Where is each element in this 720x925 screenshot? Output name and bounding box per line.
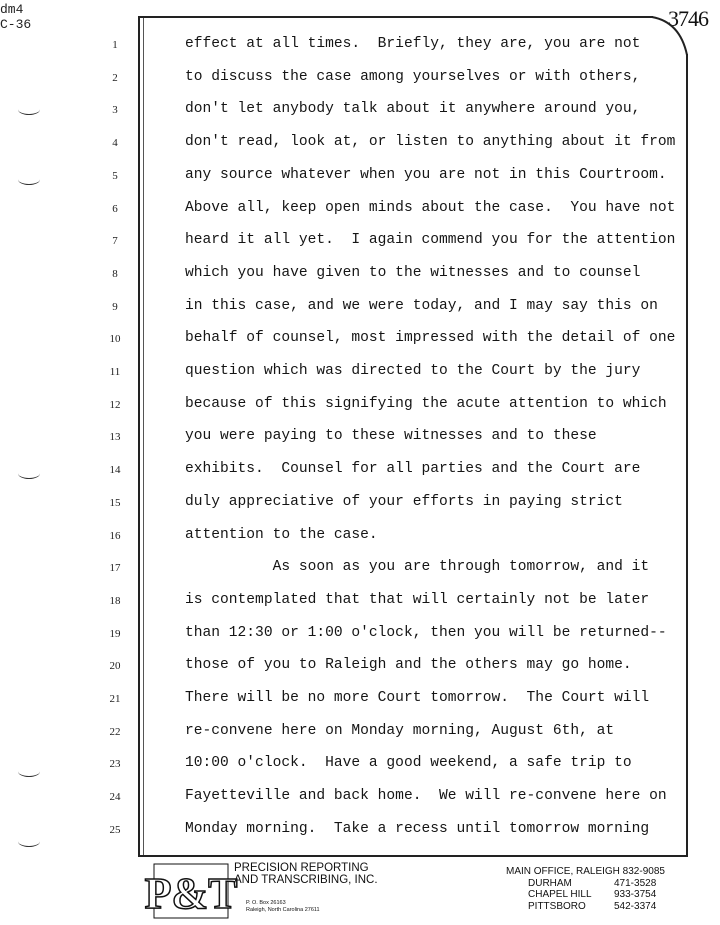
office-phone: 933-3754 (614, 889, 657, 900)
margin-note-line2: C-36 (0, 17, 32, 32)
line-number: 2 (112, 71, 118, 84)
line-number: 1 (112, 39, 118, 51)
transcript-line: in this case, and we were today, and I may say this on (185, 297, 658, 314)
binder-mark (18, 104, 40, 115)
frame-left-inner-border (143, 16, 144, 857)
transcript-line: than 12:30 or 1:00 o'clock, then you will be returned-- (185, 624, 667, 641)
transcript-line: any source whatever when you are not in this Courtroom. (185, 166, 667, 183)
office-phone: 542-3374 (614, 900, 657, 912)
office-phone: 471-3528 (614, 877, 657, 889)
line-number: 4 (112, 137, 118, 150)
line-number: 20 (109, 660, 121, 673)
frame-left-border (138, 16, 140, 857)
line-number: 11 (109, 366, 121, 378)
office-row (506, 878, 665, 890)
po-box: P. O. Box 26163 (246, 900, 286, 906)
company-name (234, 862, 378, 886)
transcript-line: Monday morning. Take a recess until tomorrow morning (185, 820, 650, 837)
line-number: 24 (109, 791, 121, 804)
line-number: 3 (112, 104, 118, 117)
transcript-line: Above all, keep open minds about the case. You have not (185, 199, 676, 216)
line-number: 5 (112, 169, 118, 182)
transcript-line: question which was directed to the Court by the jury (185, 363, 641, 379)
transcript-line: re-convene here on Monday morning, August 6th, at (185, 722, 615, 739)
frame-bottom-border (138, 855, 688, 857)
binder-mark (18, 836, 40, 847)
line-number: 10 (109, 333, 121, 346)
transcript-line: those of you to Raleigh and the others may go home. (185, 657, 632, 674)
company-logo (144, 862, 238, 920)
transcript-line: which you have given to the witnesses and to counsel (185, 264, 641, 281)
binder-mark (18, 766, 40, 777)
company-name-line2: AND TRANSCRIBING, INC. (234, 874, 378, 886)
po-city: Raleigh, North Carolina 27611 (246, 907, 320, 913)
page-number: 3746 (668, 6, 708, 31)
transcript-line: Fayetteville and back home. We will re-convene here on (185, 788, 667, 805)
line-number: 23 (109, 758, 121, 771)
office-list (506, 866, 665, 912)
company-name-line1: PRECISION REPORTING (234, 862, 369, 874)
transcript-line: heard it all yet. I again commend you for the attention (185, 232, 676, 249)
line-number: 21 (109, 693, 121, 705)
line-number: 17 (109, 562, 121, 575)
line-number: 22 (109, 725, 121, 738)
office-city: DURHAM (528, 877, 572, 889)
transcript-line: As soon as you are through tomorrow, and it (185, 559, 650, 576)
company-address (246, 900, 320, 914)
main-office: MAIN OFFICE, RALEIGH 832-9085 (506, 866, 665, 877)
office-row (506, 889, 665, 901)
transcript-line: There will be no more Court tomorrow. The Court will (185, 690, 650, 706)
line-number: 8 (112, 267, 118, 280)
line-number: 14 (109, 464, 121, 477)
frame-top-border (138, 16, 653, 18)
office-row (506, 901, 665, 913)
binder-mark (18, 174, 40, 185)
logo-text: P&T (144, 869, 238, 918)
transcript-line: 10:00 o'clock. Have a good weekend, a safe trip to (185, 755, 632, 772)
frame-right-border (686, 54, 688, 857)
transcript-line: duly appreciative of your efforts in paying strict (185, 493, 623, 510)
line-number: 6 (112, 202, 118, 215)
line-number: 25 (109, 823, 121, 836)
office-city: CHAPEL HILL (528, 889, 592, 900)
margin-note-line1: dm4 (0, 2, 24, 17)
transcript-line: you were paying to these witnesses and to these (185, 428, 597, 445)
transcript-line: is contemplated that that will certainly not be later (185, 591, 650, 608)
line-number: 9 (112, 300, 118, 313)
frame-corner (650, 16, 690, 56)
line-number: 12 (109, 398, 121, 411)
transcript-line: because of this signifying the acute attention to which (185, 395, 667, 412)
transcript-line: don't let anybody talk about it anywhere around you, (185, 101, 641, 118)
line-number: 13 (109, 431, 121, 444)
line-number: 15 (109, 496, 121, 509)
line-number: 7 (112, 235, 118, 248)
transcript-line: behalf of counsel, most impressed with the detail of one (185, 330, 676, 347)
office-city: PITTSBORO (528, 900, 586, 912)
transcript-line: exhibits. Counsel for all parties and the Court are (185, 461, 641, 478)
transcript-line: attention to the case. (185, 526, 378, 543)
transcript-line: to discuss the case among yourselves or with others, (185, 68, 641, 85)
transcript-line: don't read, look at, or listen to anything about it from (185, 134, 676, 151)
line-number: 19 (109, 627, 121, 640)
line-number: 16 (109, 529, 121, 542)
line-number: 18 (109, 594, 121, 607)
transcript-line: effect at all times. Briefly, they are, you are not (185, 36, 641, 52)
binder-mark (18, 468, 40, 479)
